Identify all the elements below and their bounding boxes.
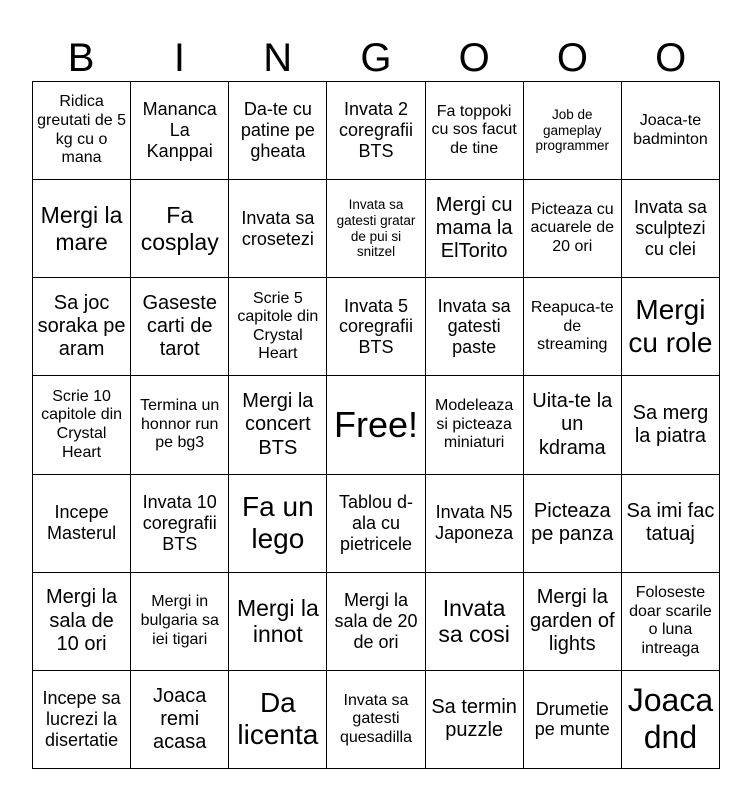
bingo-cell[interactable] <box>229 475 327 573</box>
cell-text: Invata 2 coregrafii BTS <box>338 99 413 161</box>
bingo-cell[interactable] <box>229 573 327 671</box>
bingo-cell[interactable] <box>33 180 131 278</box>
cell-text: Fa toppoki cu sos facut de tine <box>431 102 517 157</box>
cell-text: Invata N5 Japoneza <box>435 502 514 544</box>
cell-text: Da-te cu patine pe gheata <box>240 99 315 161</box>
cell-text: Incepe Masterul <box>47 502 117 544</box>
cell-text: Mergi la sala de 10 ori <box>46 586 118 655</box>
bingo-cell[interactable] <box>131 278 229 376</box>
bingo-cell[interactable] <box>327 475 425 573</box>
cell-text: Gaseste carti de tarot <box>142 292 217 361</box>
bingo-cell[interactable] <box>524 278 622 376</box>
bingo-cell[interactable] <box>426 573 524 671</box>
header-letter: I <box>173 36 185 80</box>
bingo-cell[interactable] <box>33 376 131 474</box>
cell-text: Drumetie pe munte <box>534 698 610 740</box>
cell-text: Joaca dnd <box>627 682 714 756</box>
bingo-cell[interactable] <box>524 180 622 278</box>
bingo-cell[interactable] <box>33 82 131 180</box>
cell-text: Ridica greutati de 5 kg cu o mana <box>37 93 127 167</box>
cell-text: Mergi la garden of lights <box>530 586 615 655</box>
cell-text: Sa imi fac tatuaj <box>626 499 715 546</box>
bingo-cell[interactable] <box>131 475 229 573</box>
bingo-cell[interactable] <box>426 475 524 573</box>
cell-text: Tablou d-ala cu pietricele <box>338 491 414 554</box>
cell-text: Sa joc soraka pe aram <box>37 292 126 361</box>
cell-text: Joaca-te badminton <box>633 112 708 148</box>
bingo-cell[interactable] <box>426 180 524 278</box>
cell-text: Fa un lego <box>242 490 314 555</box>
free-space: Free! <box>333 404 418 446</box>
cell-text: Invata sa gatesti quesadilla <box>339 691 413 746</box>
cell-text: Uita-te la un kdrama <box>532 390 613 459</box>
bingo-cell[interactable] <box>622 278 720 376</box>
bingo-cell[interactable] <box>524 671 622 769</box>
bingo-cell[interactable] <box>524 82 622 180</box>
header-letter: O <box>655 36 687 80</box>
cell-text: Picteaza pe panza <box>531 499 614 546</box>
cell-text: Invata 5 coregrafii BTS <box>338 295 413 358</box>
cell-text: Reapuca-te de streaming <box>530 299 614 354</box>
bingo-cell[interactable] <box>622 475 720 573</box>
cell-text: Invata sa sculptezi cu clei <box>633 197 707 260</box>
cell-text: Da licenta <box>237 686 319 751</box>
cell-text: Mergi cu mama la ElTorito <box>435 193 513 263</box>
bingo-cell[interactable] <box>229 278 327 376</box>
cell-text: Termina un honnor run pe bg3 <box>140 397 220 452</box>
cell-text: Job de gameplay programmer <box>535 107 610 154</box>
bingo-cell[interactable] <box>524 376 622 474</box>
bingo-cell[interactable] <box>426 82 524 180</box>
cell-text: Invata sa gatesti paste <box>437 295 511 358</box>
cell-text: Picteaza cu acuarele de 20 ori <box>530 200 615 255</box>
header-letter: N <box>263 36 293 80</box>
bingo-cell[interactable] <box>131 82 229 180</box>
bingo-cell[interactable] <box>327 82 425 180</box>
bingo-cell[interactable] <box>622 180 720 278</box>
bingo-cell[interactable] <box>131 671 229 769</box>
bingo-cell[interactable] <box>622 573 720 671</box>
bingo-cell[interactable] <box>229 82 327 180</box>
cell-text: Invata sa crosetezi <box>241 207 315 249</box>
cell-text: Fa cosplay <box>140 202 219 255</box>
header-letter: O <box>458 36 490 80</box>
bingo-grid <box>32 81 720 769</box>
bingo-cell[interactable] <box>327 573 425 671</box>
cell-text: Sa merg la piatra <box>632 401 709 447</box>
cell-text: Mergi la sala de 20 de ori <box>334 589 418 652</box>
bingo-cell[interactable] <box>33 475 131 573</box>
bingo-header <box>32 34 720 82</box>
bingo-cell[interactable] <box>622 671 720 769</box>
cell-text: Sa termin puzzle <box>431 696 517 742</box>
bingo-cell[interactable] <box>524 475 622 573</box>
cell-text: Mergi la innot <box>236 594 319 648</box>
cell-text: Mananca La Kanppai <box>142 99 217 161</box>
bingo-cell[interactable] <box>327 180 425 278</box>
cell-text: Scrie 5 capitole din Crystal Heart <box>237 289 319 363</box>
bingo-cell[interactable] <box>426 671 524 769</box>
header-letter: G <box>360 36 392 80</box>
cell-text: Joaca remi acasa <box>153 684 207 754</box>
cell-text: Foloseste doar scarile o luna intreaga <box>629 584 712 657</box>
bingo-cell[interactable] <box>622 376 720 474</box>
cell-text: Scrie 10 capitole din Crystal Heart <box>41 387 123 461</box>
cell-text: Mergi cu role <box>628 294 713 358</box>
bingo-cell[interactable] <box>327 671 425 769</box>
bingo-cell[interactable] <box>131 573 229 671</box>
bingo-cell[interactable] <box>426 278 524 376</box>
bingo-cell[interactable] <box>229 376 327 474</box>
bingo-cell[interactable] <box>131 376 229 474</box>
cell-text: Invata sa cosi <box>438 594 510 648</box>
bingo-cell[interactable] <box>426 376 524 474</box>
bingo-cell[interactable] <box>622 82 720 180</box>
bingo-cell[interactable] <box>229 671 327 769</box>
cell-text: Modeleaza si picteaza miniaturi <box>434 397 514 452</box>
bingo-cell[interactable] <box>327 278 425 376</box>
cell-text: Invata sa gatesti gratar de pui si snitzel <box>336 197 416 260</box>
bingo-cell[interactable] <box>327 376 425 474</box>
bingo-cell[interactable] <box>33 278 131 376</box>
header-letter: B <box>67 36 95 80</box>
bingo-cell[interactable] <box>33 671 131 769</box>
bingo-cell[interactable] <box>131 180 229 278</box>
cell-text: Mergi la concert BTS <box>242 390 314 459</box>
header-letter: O <box>556 36 589 80</box>
cell-text: Mergi la mare <box>40 202 123 255</box>
bingo-cell[interactable] <box>229 180 327 278</box>
cell-text: Invata 10 coregrafii BTS <box>142 491 217 554</box>
bingo-cell[interactable] <box>524 573 622 671</box>
cell-text: Mergi in bulgaria sa iei tigari <box>140 593 219 648</box>
cell-text: Incepe sa lucrezi la disertatie <box>42 688 121 750</box>
bingo-cell[interactable] <box>33 573 131 671</box>
